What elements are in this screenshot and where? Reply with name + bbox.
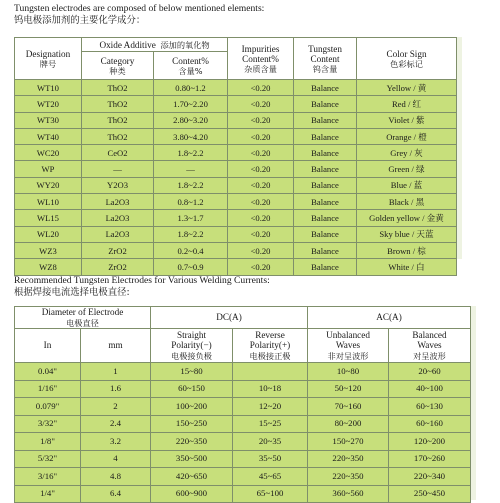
cell-designation: WZ8	[15, 259, 82, 275]
cell-color: Grey / 灰	[357, 145, 457, 161]
cell-designation: WT20	[15, 96, 82, 112]
cell-content: 0.2~0.4	[154, 242, 228, 258]
cell-balanced: 40~100	[389, 380, 471, 398]
cell-tungsten: Balance	[294, 226, 357, 242]
cell-unbalanced: 50~120	[308, 380, 389, 398]
section2-title	[14, 275, 270, 299]
cell-tungsten: Balance	[294, 96, 357, 112]
cell-straight: 600~900	[151, 485, 233, 503]
cell-category: ZrO2	[82, 242, 154, 258]
cell-tungsten: Balance	[294, 210, 357, 226]
cell-content: 1.3~1.7	[154, 210, 228, 226]
cell-category: Y2O3	[82, 177, 154, 193]
composition-row	[15, 210, 457, 226]
cell-in: 0.079"	[15, 398, 81, 416]
current-row	[15, 415, 471, 433]
cell-straight: 60~150	[151, 380, 233, 398]
cell-impurities: <0.20	[228, 112, 294, 128]
cell-in: 5/32"	[15, 450, 81, 468]
current-row	[15, 363, 471, 381]
cell-mm: 6.4	[81, 485, 151, 503]
cell-impurities: <0.20	[228, 242, 294, 258]
cell-in: 0.04"	[15, 363, 81, 381]
cell-content: 1.8~2.2	[154, 145, 228, 161]
composition-row	[15, 226, 457, 242]
cell-balanced: 250~450	[389, 485, 471, 503]
cell-impurities: <0.20	[228, 226, 294, 242]
cell-designation: WL10	[15, 194, 82, 210]
cell-color: Blue / 蓝	[357, 177, 457, 193]
cell-color: Yellow / 黄	[357, 80, 457, 96]
composition-row	[15, 161, 457, 177]
cell-impurities: <0.20	[228, 145, 294, 161]
cell-unbalanced: 220~350	[308, 468, 389, 486]
cell-mm: 1	[81, 363, 151, 381]
cell-straight: 220~350	[151, 433, 233, 451]
cell-tungsten: Balance	[294, 112, 357, 128]
composition-row	[15, 177, 457, 193]
cell-balanced: 60~160	[389, 415, 471, 433]
header-category: Category 种类	[82, 52, 154, 80]
composition-row	[15, 194, 457, 210]
header-oxide-additive: Oxide Additive 添加的氧化物	[82, 38, 228, 52]
header-straight-polarity: Straight Polarity(−) 电极接负极	[151, 329, 233, 363]
cell-mm: 2	[81, 398, 151, 416]
cell-color: Red / 红	[357, 96, 457, 112]
composition-row	[15, 259, 457, 275]
cell-in: 1/8"	[15, 433, 81, 451]
header-ac: AC(A)	[308, 307, 471, 329]
cell-content: —	[154, 161, 228, 177]
current-rows	[15, 363, 471, 503]
composition-rows	[15, 80, 457, 276]
cell-reverse: 12~20	[233, 398, 308, 416]
cell-designation: WT40	[15, 128, 82, 144]
cell-designation: WL15	[15, 210, 82, 226]
cell-category: —	[82, 161, 154, 177]
cell-balanced: 220~340	[389, 468, 471, 486]
cell-in: 1/16"	[15, 380, 81, 398]
cell-color: Orange / 橙	[357, 128, 457, 144]
header-content: Content% 含量%	[154, 52, 228, 80]
cell-mm: 2.4	[81, 415, 151, 433]
cell-in: 3/32"	[15, 415, 81, 433]
cell-content: 3.80~4.20	[154, 128, 228, 144]
header-impurities: Impurities Content% 杂质含量	[228, 38, 294, 80]
cell-in: 3/16"	[15, 468, 81, 486]
section1-title	[14, 3, 264, 27]
current-row	[15, 468, 471, 486]
cell-balanced: 120~200	[389, 433, 471, 451]
welding-current-table	[14, 306, 471, 503]
cell-content: 1.8~2.2	[154, 177, 228, 193]
composition-row	[15, 112, 457, 128]
cell-unbalanced: 360~560	[308, 485, 389, 503]
cell-color: Violet / 紫	[357, 112, 457, 128]
cell-color: Green / 绿	[357, 161, 457, 177]
section2-title-cn: 根据焊接电流选择电极直径:	[14, 287, 130, 298]
header-mm: mm	[81, 329, 151, 363]
section2-title-en: Recommended Tungsten Electrodes for Various Welding Currents:	[14, 275, 270, 286]
cell-balanced: 170~260	[389, 450, 471, 468]
cell-reverse: 35~50	[233, 450, 308, 468]
cell-tungsten: Balance	[294, 242, 357, 258]
cell-unbalanced: 150~270	[308, 433, 389, 451]
cell-category: ThO2	[82, 112, 154, 128]
composition-row	[15, 128, 457, 144]
cell-mm: 4.8	[81, 468, 151, 486]
header-tungsten: Tungsten Content 钨含量	[294, 38, 357, 80]
cell-mm: 4	[81, 450, 151, 468]
cell-in: 1/4"	[15, 485, 81, 503]
cell-tungsten: Balance	[294, 194, 357, 210]
cell-mm: 1.6	[81, 380, 151, 398]
cell-category: ThO2	[82, 80, 154, 96]
current-row	[15, 450, 471, 468]
cell-designation: WT30	[15, 112, 82, 128]
cell-designation: WZ3	[15, 242, 82, 258]
cell-unbalanced: 10~80	[308, 363, 389, 381]
cell-category: ZrO2	[82, 259, 154, 275]
header-balanced-waves: Balanced Waves 对呈波形	[389, 329, 471, 363]
cell-impurities: <0.20	[228, 96, 294, 112]
header-in: In	[15, 329, 81, 363]
header-reverse-polarity: Reverse Polarity(+) 电极接正极	[233, 329, 308, 363]
cell-reverse: 65~100	[233, 485, 308, 503]
cell-unbalanced: 80~200	[308, 415, 389, 433]
cell-straight: 100~200	[151, 398, 233, 416]
cell-tungsten: Balance	[294, 80, 357, 96]
header-designation: Designation 牌号	[15, 38, 82, 80]
cell-color: Black / 黑	[357, 194, 457, 210]
cell-reverse	[233, 363, 308, 381]
cell-impurities: <0.20	[228, 161, 294, 177]
cell-straight: 420~650	[151, 468, 233, 486]
cell-reverse: 10~18	[233, 380, 308, 398]
cell-content: 0.8~1.2	[154, 194, 228, 210]
cell-content: 2.80~3.20	[154, 112, 228, 128]
cell-tungsten: Balance	[294, 128, 357, 144]
cell-straight: 15~80	[151, 363, 233, 381]
cell-impurities: <0.20	[228, 259, 294, 275]
current-row	[15, 380, 471, 398]
header-dc: DC(A)	[151, 307, 308, 329]
header-unbalanced-waves: Unbalanced Waves 非对呈波形	[308, 329, 389, 363]
cell-designation: WY20	[15, 177, 82, 193]
electrode-composition-table	[14, 37, 457, 276]
cell-color: Golden yellow / 金黄	[357, 210, 457, 226]
cell-mm: 3.2	[81, 433, 151, 451]
cell-unbalanced: 220~350	[308, 450, 389, 468]
section1-title-en: Tungsten electrodes are composed of below mentioned elements:	[14, 3, 265, 14]
cell-content: 1.8~2.2	[154, 226, 228, 242]
cell-reverse: 45~65	[233, 468, 308, 486]
cell-designation: WL20	[15, 226, 82, 242]
composition-row	[15, 242, 457, 258]
cell-tungsten: Balance	[294, 161, 357, 177]
cell-color: Brown / 棕	[357, 242, 457, 258]
cell-straight: 350~500	[151, 450, 233, 468]
section1-title-cn: 钨电极添加剂的主要化学成分：	[14, 15, 146, 26]
cell-content: 1.70~2.20	[154, 96, 228, 112]
current-row	[15, 398, 471, 416]
cell-tungsten: Balance	[294, 177, 357, 193]
cell-category: La2O3	[82, 210, 154, 226]
cell-designation: WT10	[15, 80, 82, 96]
cell-category: La2O3	[82, 226, 154, 242]
cell-category: ThO2	[82, 128, 154, 144]
cell-reverse: 20~35	[233, 433, 308, 451]
current-row	[15, 433, 471, 451]
composition-row	[15, 96, 457, 112]
cell-unbalanced: 70~160	[308, 398, 389, 416]
cell-impurities: <0.20	[228, 210, 294, 226]
cell-designation: WC20	[15, 145, 82, 161]
cell-category: La2O3	[82, 194, 154, 210]
composition-row	[15, 145, 457, 161]
cell-balanced: 20~60	[389, 363, 471, 381]
cell-impurities: <0.20	[228, 194, 294, 210]
cell-impurities: <0.20	[228, 177, 294, 193]
cell-category: CeO2	[82, 145, 154, 161]
cell-reverse: 15~25	[233, 415, 308, 433]
cell-color: White / 白	[357, 259, 457, 275]
cell-designation: WP	[15, 161, 82, 177]
cell-category: ThO2	[82, 96, 154, 112]
cell-tungsten: Balance	[294, 145, 357, 161]
cell-impurities: <0.20	[228, 80, 294, 96]
composition-row	[15, 80, 457, 96]
header-color-sign: Color Sign 色彩标记	[357, 38, 457, 80]
header-diameter: Diameter of Electrode 电极直径	[15, 307, 151, 329]
cell-content: 0.80~1.2	[154, 80, 228, 96]
cell-balanced: 60~130	[389, 398, 471, 416]
cell-color: Sky blue / 天蓝	[357, 226, 457, 242]
cell-content: 0.7~0.9	[154, 259, 228, 275]
cell-impurities: <0.20	[228, 128, 294, 144]
cell-tungsten: Balance	[294, 259, 357, 275]
cell-straight: 150~250	[151, 415, 233, 433]
